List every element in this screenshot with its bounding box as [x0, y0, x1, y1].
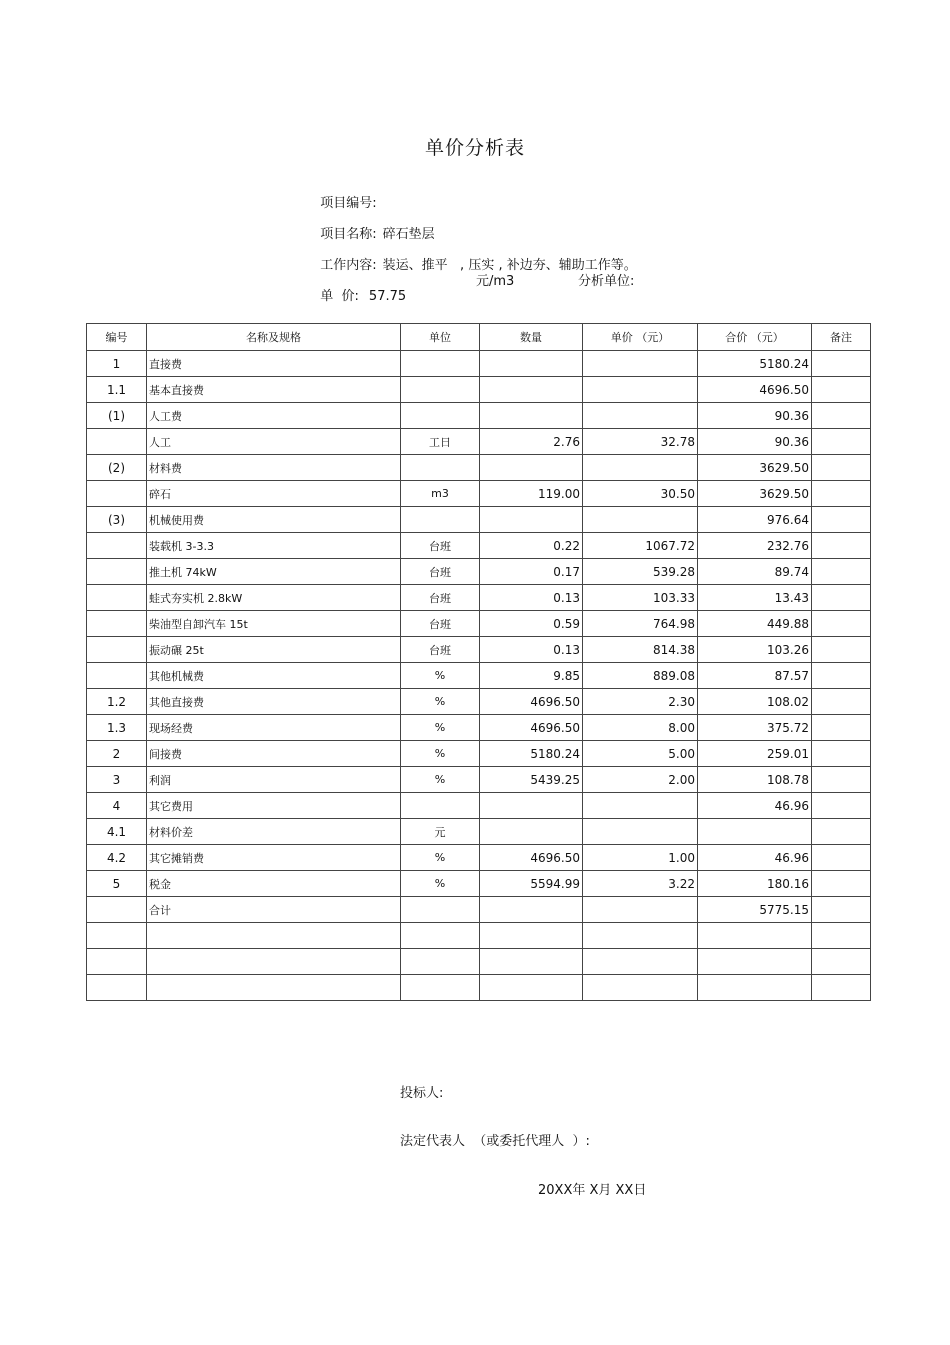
table-row [87, 637, 871, 663]
cell-total: 375.72 [698, 715, 812, 741]
cell-no: 4 [87, 793, 147, 819]
table-header-row [87, 324, 871, 351]
cell-price: 539.28 [583, 559, 698, 585]
cell-no: 4.1 [87, 819, 147, 845]
cell-price: 2.00 [583, 767, 698, 793]
table-row [87, 403, 871, 429]
cell-no: 1.1 [87, 377, 147, 403]
cell-qty: 2.76 [480, 429, 583, 455]
cell-qty: 5439.25 [480, 767, 583, 793]
cell-unit: % [401, 663, 480, 689]
cell-unit: % [401, 871, 480, 897]
unit-price-analysis-table [86, 323, 871, 1001]
cell-price [583, 351, 698, 377]
table-row [87, 455, 871, 481]
cell-price: 5.00 [583, 741, 698, 767]
legal-rep-label: 法定代表人 （或委托代理人 ）: [400, 1134, 590, 1149]
cell-name: 装载机 3-3.3 [147, 533, 401, 559]
cell-qty [480, 351, 583, 377]
cell-no [87, 585, 147, 611]
cell-total: 232.76 [698, 533, 812, 559]
cell-total: 5775.15 [698, 897, 812, 923]
cell-name: 直接费 [147, 351, 401, 377]
cell-price: 1067.72 [583, 533, 698, 559]
cell-total [698, 975, 812, 1001]
cell-qty [480, 897, 583, 923]
col-header-price: 单价 （元） [583, 324, 698, 351]
page-title: 单价分析表 [424, 137, 525, 159]
cell-qty [480, 949, 583, 975]
cell-total: 90.36 [698, 429, 812, 455]
cell-no [87, 949, 147, 975]
table-row [87, 585, 871, 611]
cell-no: 3 [87, 767, 147, 793]
cell-unit [401, 403, 480, 429]
cell-qty: 9.85 [480, 663, 583, 689]
cell-qty [480, 403, 583, 429]
table-row [87, 507, 871, 533]
cell-note [812, 741, 871, 767]
work-content-line [312, 239, 637, 273]
cell-name: 机械使用费 [147, 507, 401, 533]
cell-note [812, 403, 871, 429]
cell-note [812, 871, 871, 897]
cell-total: 259.01 [698, 741, 812, 767]
cell-price: 1.00 [583, 845, 698, 871]
table-row [87, 819, 871, 845]
cell-unit [401, 897, 480, 923]
cell-name: 合计 [147, 897, 401, 923]
cell-price [583, 923, 698, 949]
cell-total: 4696.50 [698, 377, 812, 403]
cell-total [698, 923, 812, 949]
cell-unit [401, 793, 480, 819]
cell-price: 2.30 [583, 689, 698, 715]
cell-note [812, 585, 871, 611]
cell-name: 碎石 [147, 481, 401, 507]
cell-price [583, 403, 698, 429]
cell-qty [480, 923, 583, 949]
cell-unit [401, 455, 480, 481]
table-row [87, 559, 871, 585]
cell-total: 13.43 [698, 585, 812, 611]
cell-note [812, 351, 871, 377]
cell-name: 利润 [147, 767, 401, 793]
cell-name: 材料费 [147, 455, 401, 481]
col-header-note: 备注 [812, 324, 871, 351]
signature-date: 20XX年 X月 XX日 [538, 1183, 647, 1198]
cell-qty: 4696.50 [480, 715, 583, 741]
cell-name: 基本直接费 [147, 377, 401, 403]
table-row [87, 429, 871, 455]
table-row [87, 871, 871, 897]
cell-qty: 5180.24 [480, 741, 583, 767]
table-row [87, 975, 871, 1001]
cell-name [147, 975, 401, 1001]
cell-note [812, 611, 871, 637]
cell-unit: 台班 [401, 585, 480, 611]
unit-price-unit: 元/m3 [476, 274, 515, 289]
cell-note [812, 533, 871, 559]
cell-price: 3.22 [583, 871, 698, 897]
cell-qty: 0.13 [480, 585, 583, 611]
col-header-qty: 数量 [480, 324, 583, 351]
cell-no [87, 637, 147, 663]
cell-name: 柴油型自卸汽车 15t [147, 611, 401, 637]
cell-total [698, 949, 812, 975]
cell-price [583, 507, 698, 533]
cell-no [87, 897, 147, 923]
cell-note [812, 429, 871, 455]
cell-name: 振动碾 25t [147, 637, 401, 663]
cell-qty [480, 793, 583, 819]
cell-note [812, 897, 871, 923]
cell-note [812, 377, 871, 403]
cell-price [583, 793, 698, 819]
cell-name: 其他机械费 [147, 663, 401, 689]
cell-unit [401, 975, 480, 1001]
table-row [87, 689, 871, 715]
cell-name [147, 949, 401, 975]
table-row [87, 845, 871, 871]
cell-total: 46.96 [698, 845, 812, 871]
cell-note [812, 949, 871, 975]
project-name-line [312, 208, 435, 242]
cell-no: 4.2 [87, 845, 147, 871]
analysis-unit-label: 分析单位: [578, 274, 635, 289]
cell-no: 2 [87, 741, 147, 767]
cell-total: 180.16 [698, 871, 812, 897]
cell-note [812, 689, 871, 715]
cell-note [812, 481, 871, 507]
bidder-label: 投标人: [400, 1086, 444, 1101]
cell-price [583, 975, 698, 1001]
work-content-label: 工作内容: [320, 258, 377, 273]
cell-price [583, 819, 698, 845]
cell-unit [401, 377, 480, 403]
cell-unit [401, 351, 480, 377]
cell-name: 其它摊销费 [147, 845, 401, 871]
cell-note [812, 455, 871, 481]
cell-note [812, 767, 871, 793]
cell-name: 人工费 [147, 403, 401, 429]
cell-unit: 台班 [401, 533, 480, 559]
work-content-value: 装运、推平 , 压实 , 补边夯、辅助工作等。 [382, 258, 637, 273]
cell-price: 32.78 [583, 429, 698, 455]
cell-unit: 台班 [401, 559, 480, 585]
cell-unit [401, 949, 480, 975]
cell-qty: 0.13 [480, 637, 583, 663]
cell-unit: % [401, 767, 480, 793]
cell-total: 976.64 [698, 507, 812, 533]
table-row [87, 923, 871, 949]
cell-note [812, 923, 871, 949]
cell-price [583, 949, 698, 975]
cell-unit: 工日 [401, 429, 480, 455]
table-row [87, 611, 871, 637]
table-row [87, 715, 871, 741]
col-header-no: 编号 [87, 324, 147, 351]
cell-unit: m3 [401, 481, 480, 507]
cell-no: 1 [87, 351, 147, 377]
cell-no [87, 481, 147, 507]
table-row [87, 741, 871, 767]
cell-qty: 4696.50 [480, 689, 583, 715]
table-row [87, 663, 871, 689]
cell-note [812, 507, 871, 533]
cell-price: 8.00 [583, 715, 698, 741]
cell-name: 蛙式夯实机 2.8kW [147, 585, 401, 611]
cell-total [698, 819, 812, 845]
cell-name: 其它费用 [147, 793, 401, 819]
cell-price: 30.50 [583, 481, 698, 507]
cell-total: 89.74 [698, 559, 812, 585]
cell-price [583, 377, 698, 403]
table-row [87, 793, 871, 819]
table-body [87, 351, 871, 1001]
table-row [87, 949, 871, 975]
cell-name: 现场经费 [147, 715, 401, 741]
cell-price: 814.38 [583, 637, 698, 663]
cell-no [87, 663, 147, 689]
col-header-name: 名称及规格 [147, 324, 401, 351]
cell-price: 889.08 [583, 663, 698, 689]
col-header-total: 合价 （元） [698, 324, 812, 351]
cell-unit: 台班 [401, 637, 480, 663]
cell-qty [480, 377, 583, 403]
table-row [87, 377, 871, 403]
cell-no [87, 611, 147, 637]
cell-no: (3) [87, 507, 147, 533]
cell-no: 1.3 [87, 715, 147, 741]
cell-qty [480, 819, 583, 845]
project-name-label: 项目名称: [320, 227, 377, 242]
cell-name: 人工 [147, 429, 401, 455]
unit-price-label: 单 价: [320, 289, 359, 304]
cell-no: (2) [87, 455, 147, 481]
cell-price [583, 455, 698, 481]
cell-note [812, 715, 871, 741]
cell-unit [401, 923, 480, 949]
cell-no: 1.2 [87, 689, 147, 715]
cell-unit: % [401, 715, 480, 741]
cell-note [812, 637, 871, 663]
cell-unit: 台班 [401, 611, 480, 637]
cell-total: 449.88 [698, 611, 812, 637]
cell-total: 103.26 [698, 637, 812, 663]
cell-total: 3629.50 [698, 481, 812, 507]
cell-total: 87.57 [698, 663, 812, 689]
cell-unit: 元 [401, 819, 480, 845]
project-no-line [312, 177, 377, 211]
cell-no [87, 559, 147, 585]
cell-note [812, 663, 871, 689]
cell-name: 推土机 74kW [147, 559, 401, 585]
cell-qty: 0.59 [480, 611, 583, 637]
cell-qty: 4696.50 [480, 845, 583, 871]
cell-total: 5180.24 [698, 351, 812, 377]
cell-no [87, 923, 147, 949]
cell-note [812, 975, 871, 1001]
cell-no [87, 975, 147, 1001]
cell-price: 103.33 [583, 585, 698, 611]
project-no-label: 项目编号: [320, 196, 377, 211]
cell-qty [480, 507, 583, 533]
table-row [87, 351, 871, 377]
project-name-value: 碎石垫层 [382, 227, 435, 242]
cell-no: (1) [87, 403, 147, 429]
cell-qty: 0.17 [480, 559, 583, 585]
table-row [87, 897, 871, 923]
cell-name [147, 923, 401, 949]
cell-total: 3629.50 [698, 455, 812, 481]
cell-note [812, 793, 871, 819]
cell-name: 税金 [147, 871, 401, 897]
cell-no [87, 429, 147, 455]
unit-price-value: 57.75 [368, 289, 407, 304]
col-header-unit: 单位 [401, 324, 480, 351]
cell-unit: % [401, 845, 480, 871]
cell-qty: 5594.99 [480, 871, 583, 897]
cell-total: 90.36 [698, 403, 812, 429]
cell-qty [480, 975, 583, 1001]
cell-no [87, 533, 147, 559]
cell-total: 108.78 [698, 767, 812, 793]
cell-qty: 119.00 [480, 481, 583, 507]
cell-unit [401, 507, 480, 533]
table-row [87, 481, 871, 507]
cell-note [812, 819, 871, 845]
cell-note [812, 559, 871, 585]
cell-name: 间接费 [147, 741, 401, 767]
cell-qty [480, 455, 583, 481]
table-row [87, 767, 871, 793]
cell-name: 其他直接费 [147, 689, 401, 715]
cell-price [583, 897, 698, 923]
unit-price-line [312, 270, 406, 304]
cell-total: 46.96 [698, 793, 812, 819]
cell-qty: 0.22 [480, 533, 583, 559]
cell-note [812, 845, 871, 871]
cell-name: 材料价差 [147, 819, 401, 845]
cell-no: 5 [87, 871, 147, 897]
cell-price: 764.98 [583, 611, 698, 637]
cell-total: 108.02 [698, 689, 812, 715]
cell-unit: % [401, 741, 480, 767]
cell-unit: % [401, 689, 480, 715]
table-row [87, 533, 871, 559]
